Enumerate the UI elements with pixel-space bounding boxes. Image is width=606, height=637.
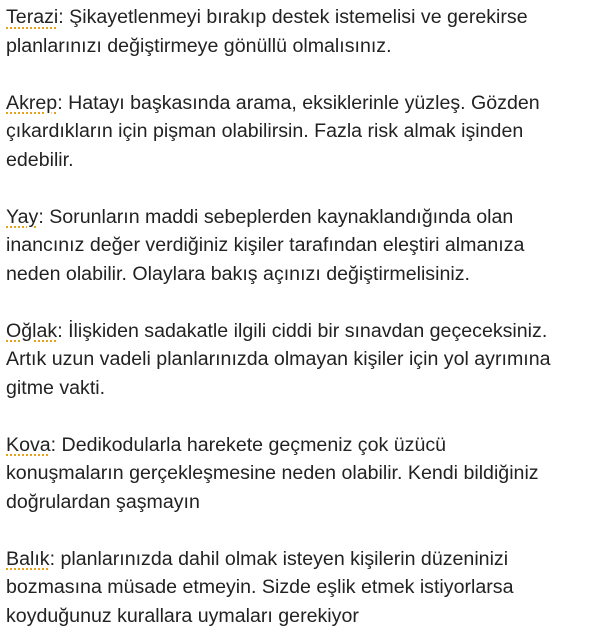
sign-name-oglak: Oğlak <box>6 319 58 342</box>
sign-name-terazi: Terazi <box>6 6 59 28</box>
entry-text: : İlişkiden sadakatle ilgili ciddi bir sınavdan geçeceksiniz. <box>57 319 548 342</box>
entry-line <box>6 89 600 118</box>
horoscope-entry-balik <box>6 545 600 631</box>
entry-line: bozmasına müsade etmeyin. Sizde eşlik etmek istiyorlarsa <box>6 576 514 598</box>
entry-text: : Dedikodularla harekete geçmeniz çok üzücü <box>50 433 447 456</box>
entry-line <box>6 317 600 346</box>
entry-text: : Hatayı başkasında arama, eksiklerinle yüzleş. Gözden <box>57 91 540 114</box>
sign-name-balik: Balık <box>6 547 50 570</box>
entry-line: konuşmaların gerçekleşmesine neden olabilir. Kendi bildiğiniz <box>6 462 539 484</box>
entry-line: gitme vakti. <box>6 376 106 399</box>
entry-text: : planlarınızda dahil olmak isteyen kişilerin düzeninizi <box>49 547 509 570</box>
horoscope-entry-akrep <box>6 89 600 175</box>
entry-line: koyduğunuz kurallara uymaları gerekiyor <box>6 604 359 627</box>
horoscope-entry-terazi <box>6 3 600 60</box>
entry-line: neden olabilir. Olaylara bakış açınızı değiştirmelisiniz. <box>6 262 470 285</box>
horoscope-entry-oglak <box>6 317 600 403</box>
sign-name-yay: Yay <box>6 205 39 228</box>
entry-line: çıkardıkların için pişman olabilirsin. Fazla risk almak işinden <box>6 120 524 142</box>
horoscope-entry-kova <box>6 431 600 517</box>
entry-line: inancınız değer verdiğiniz kişiler tarafından eleştiri almanıza <box>6 234 525 256</box>
entry-line: doğrulardan şaşmayın <box>6 490 200 513</box>
sign-name-kova: Kova <box>6 433 51 456</box>
entry-line: edebilir. <box>6 148 74 171</box>
sign-name-akrep: Akrep <box>6 91 58 114</box>
entry-text: : Şikayetlenmeyi bırakıp destek istemelisi ve gerekirse <box>58 6 528 28</box>
entry-line: Artık uzun vadeli planlarınızda olmayan kişiler için yol ayrımına <box>6 348 551 370</box>
entry-line <box>6 545 600 574</box>
entry-line <box>6 203 600 232</box>
entry-line <box>6 431 600 460</box>
entry-line: planlarınızı değiştirmeye gönüllü olmalısınız. <box>6 34 392 57</box>
entry-line <box>6 3 600 32</box>
entry-text: : Sorunların maddi sebeplerden kaynaklandığında olan <box>38 205 514 228</box>
horoscope-entry-yay <box>6 203 600 289</box>
